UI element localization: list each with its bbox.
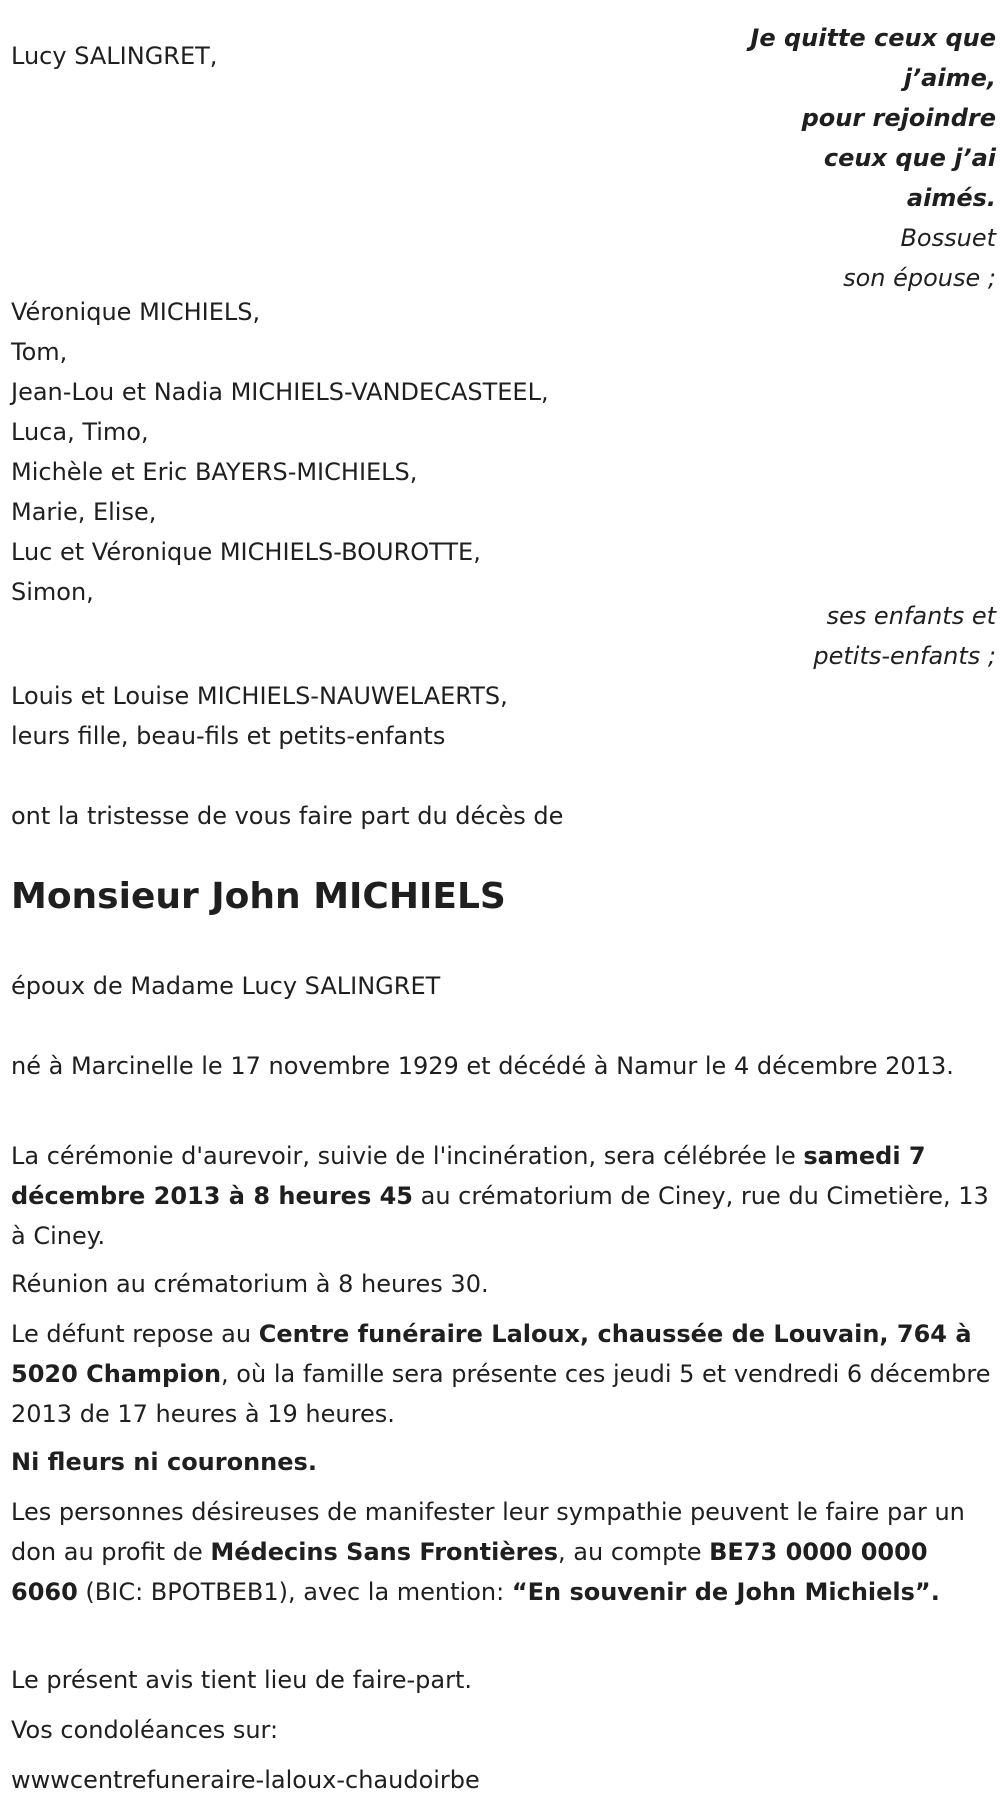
donation-text bbox=[11, 1492, 991, 1612]
other-family-line: Louis et Louise MICHIELS-NAUWELAERTS, bbox=[11, 682, 508, 710]
spouse-line: époux de Madame Lucy SALINGRET bbox=[11, 972, 441, 1000]
quote-line: pour rejoindre bbox=[801, 104, 996, 132]
list-item: Jean-Lou et Nadia MICHIELS-VANDECASTEEL, bbox=[11, 378, 549, 406]
quote-line: j’aime, bbox=[903, 64, 996, 92]
quote-line: Je quitte ceux que bbox=[750, 24, 996, 52]
donation-t1: Les personnes désireuses de manifester leur sympathie peuvent le faire par un don au profit de bbox=[11, 1498, 965, 1566]
no-flowers: Ni fleurs ni couronnes. bbox=[11, 1448, 317, 1476]
ceremony-date: samedi 7 décembre 2013 à 8 heures 45 bbox=[11, 1142, 926, 1210]
list-item: Véronique MICHIELS, bbox=[11, 298, 261, 326]
repose-text bbox=[11, 1314, 991, 1434]
repose-pre: Le défunt repose au bbox=[11, 1320, 259, 1348]
donation-t2: , au compte bbox=[558, 1538, 710, 1566]
children-role-line: ses enfants et bbox=[826, 602, 996, 630]
spouse-name: Lucy SALINGRET, bbox=[11, 42, 218, 70]
list-item: Luca, Timo, bbox=[11, 418, 149, 446]
announcement-text: ont la tristesse de vous faire part du décès de bbox=[11, 802, 564, 830]
other-family bbox=[11, 676, 508, 756]
condolences-label: Vos condoléances sur: bbox=[11, 1716, 279, 1744]
children-role bbox=[813, 596, 996, 676]
ceremony-pre: La cérémonie d'aurevoir, suivie de l'incinération, sera célébrée le bbox=[11, 1142, 804, 1170]
quote-line: ceux que j’ai bbox=[823, 144, 996, 172]
children-role-line: petits-enfants ; bbox=[813, 642, 996, 670]
donation-account: BE73 0000 0000 6060 bbox=[11, 1538, 928, 1606]
donation-charity: Médecins Sans Frontières bbox=[210, 1538, 559, 1566]
children-list bbox=[11, 292, 549, 612]
birth-death-text: né à Marcinelle le 17 novembre 1929 et décédé à Namur le 4 décembre 2013. bbox=[11, 1052, 954, 1080]
repose-post: , où la famille sera présente ces jeudi 5 et vendredi 6 décembre 2013 de 17 heures à 19 heures. bbox=[11, 1360, 991, 1428]
list-item: Michèle et Eric BAYERS-MICHIELS, bbox=[11, 458, 418, 486]
no-flowers-text bbox=[11, 1442, 991, 1482]
quote-author: Bossuet bbox=[900, 224, 996, 252]
notice-text: Le présent avis tient lieu de faire-part. bbox=[11, 1666, 473, 1694]
list-item: Simon, bbox=[11, 578, 94, 606]
meeting-text: Réunion au crématorium à 8 heures 30. bbox=[11, 1270, 489, 1298]
spouse-role: son épouse ; bbox=[843, 264, 996, 292]
list-item: Marie, Elise, bbox=[11, 498, 157, 526]
donation-mention: “En souvenir de John Michiels”. bbox=[511, 1578, 940, 1606]
list-item: Luc et Véronique MICHIELS-BOUROTTE, bbox=[11, 538, 481, 566]
epitaph-quote bbox=[750, 18, 996, 298]
quote-line: aimés. bbox=[906, 184, 996, 212]
ceremony-post: au crématorium de Ciney, rue du Cimetière, 13 à Ciney. bbox=[11, 1182, 989, 1250]
donation-t3: (BIC: BPOTBEB1), avec la mention: bbox=[77, 1578, 512, 1606]
ceremony-text bbox=[11, 1136, 991, 1256]
list-item: Tom, bbox=[11, 338, 68, 366]
deceased-name: Monsieur John MICHIELS bbox=[11, 876, 506, 917]
other-family-line: leurs fille, beau-fils et petits-enfants bbox=[11, 722, 446, 750]
website-link[interactable]: wwwcentrefuneraire-laloux-chaudoirbe bbox=[11, 1766, 480, 1794]
repose-location: Centre funéraire Laloux, chaussée de Louvain, 764 à 5020 Champion bbox=[11, 1320, 972, 1388]
